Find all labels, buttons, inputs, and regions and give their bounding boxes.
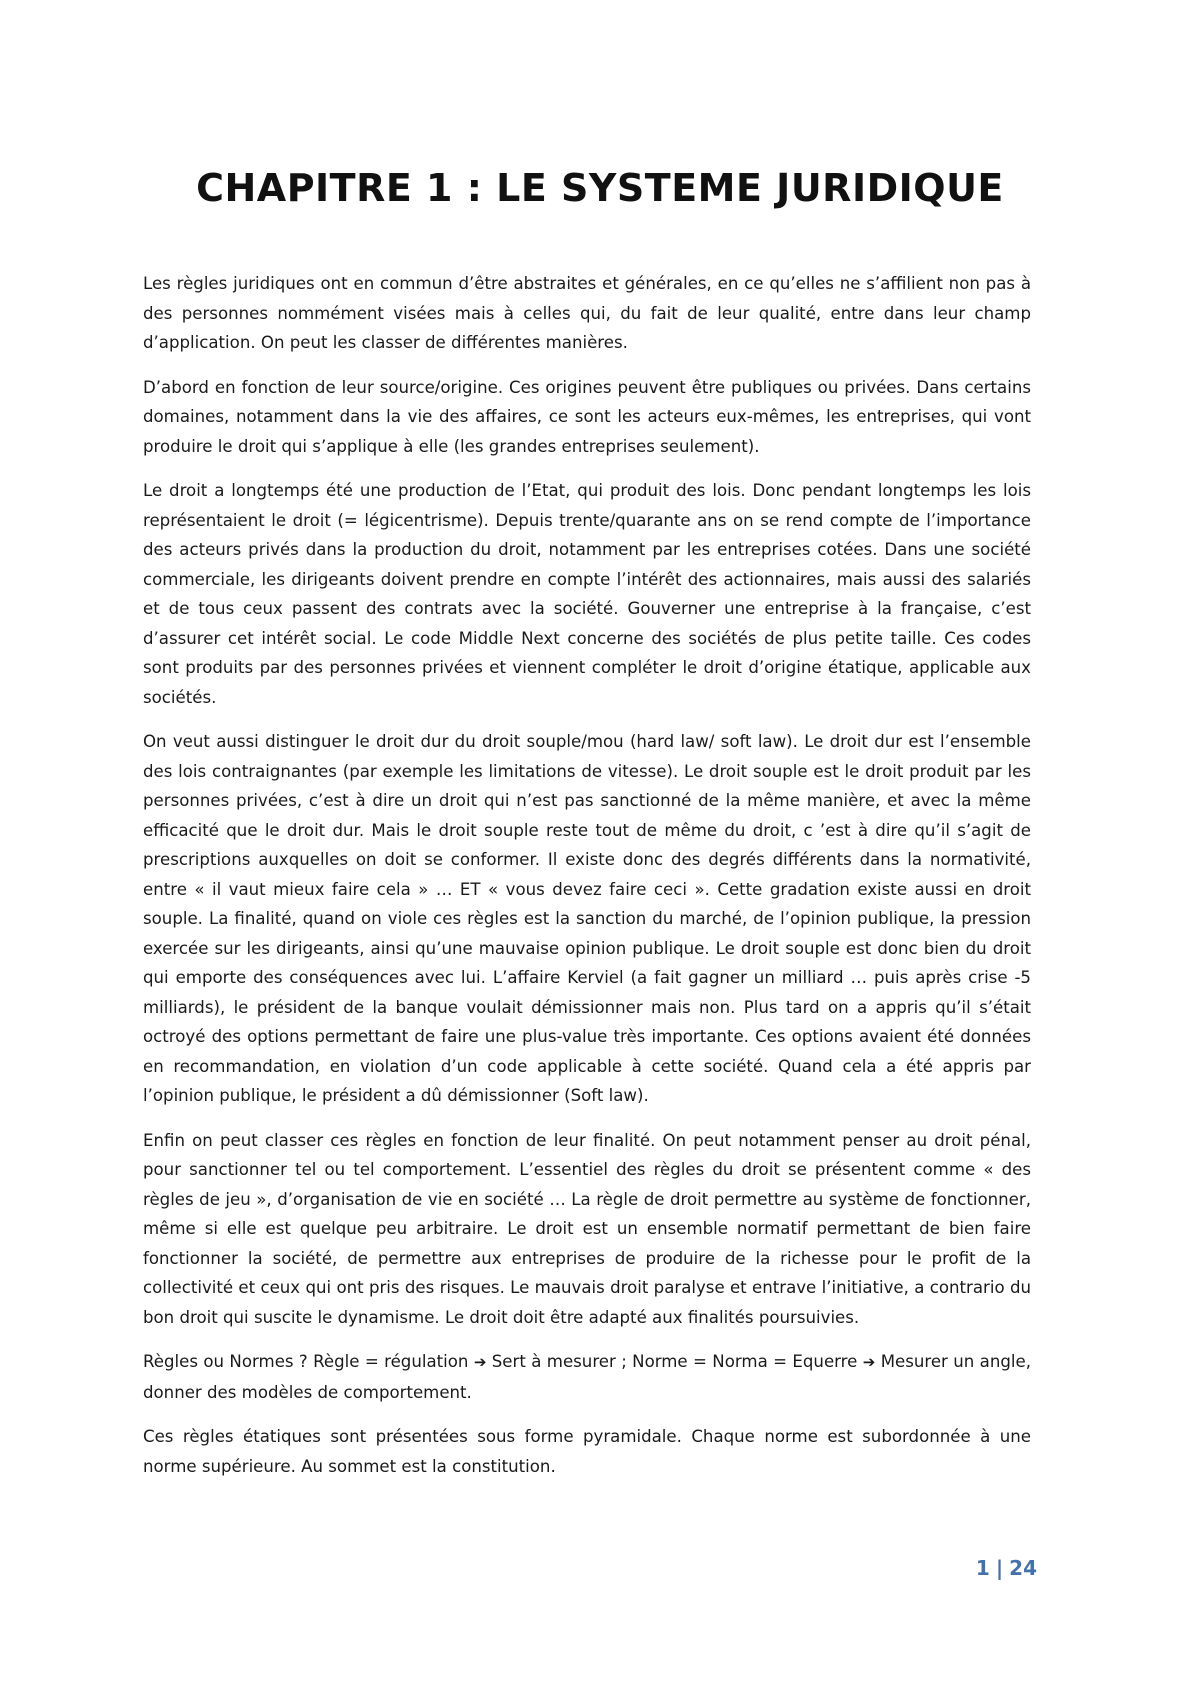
paragraph-6-part-1: Règles ou Normes ? Règle = régulation: [143, 1352, 469, 1371]
paragraph-1: Les règles juridiques ont en commun d’être abstraites et générales, en ce qu’elles ne s’affilient non pas à des personnes nommément visées mais à celles qui, du fait de leur qualité, entre dans leur champ d’application. On peut les classer de différentes manières.: [143, 274, 1031, 352]
paragraph-3: Le droit a longtemps été une production de l’Etat, qui produit des lois. Donc pendant longtemps les lois représentaient le droit (= légicentrisme). Depuis trente/quarante ans on se rend compte de l’importance des acteurs privés dans la production du droit, notamment par les entreprises cotées. Dans une société commerciale, les dirigeants doivent prendre en compte l’intérêt des actionnaires, mais aussi des salariés et de tous ceux passent des contrats avec la société. Gouverner une entreprise à la française, c’est d’assurer cet intérêt social. Le code Middle Next concerne des sociétés de plus petite taille. Ces codes sont produits par des personnes privées et viennent compléter le droit d’origine étatique, applicable aux sociétés.: [143, 481, 1031, 707]
page-number-current: 1: [975, 1556, 990, 1580]
right-arrow-icon: ➔: [862, 1353, 876, 1371]
paragraph-2: D’abord en fonction de leur source/origine. Ces origines peuvent être publiques ou privées. Dans certains domaines, notamment dans la vie des affaires, ce sont les acteurs eux-mêmes, les entreprises, qui vont produire le droit qui s’applique à elle (les grandes entreprises seulement).: [143, 377, 1031, 456]
paragraph-6: [143, 1347, 1031, 1407]
paragraph-6-part-3: Mesurer un angle, donner des modèles de comportement.: [143, 1352, 1031, 1402]
page-number: [976, 1556, 1037, 1580]
paragraph-4: On veut aussi distinguer le droit dur du droit souple/mou (hard law/ soft law). Le droit dur est l’ensemble des lois contraignantes (par exemple les limitations de vitesse). Le droit souple est le droit produit par les personnes privées, c’est à dire un droit qui n’est pas sanctionné de la même manière, et avec la même efficacité que le droit dur. Mais le droit souple reste tout de même du droit, c ’est à dire qu’il s’agit de prescriptions auxquelles on doit se conformer. Il existe donc des degrés différents dans la normativité, entre « il vaut mieux faire cela » … ET « vous devez faire ceci ». Cette gradation existe aussi en droit souple. La finalité, quand on viole ces règles est la sanction du marché, de l’opinion publique, la pression exercée sur les dirigeants, ainsi qu’une mauvaise opinion publique. Le droit souple est donc bien du droit qui emporte des conséquences avec lui. L’affaire Kerviel (a fait gagner un milliard … puis après crise -5 milliards), le président de la banque voulait démissionner mais non. Plus tard on a appris qu’il s’était octroyé des options permettant de faire une plus-value très importante. Ces options avaient été données en recommandation, en violation d’un code applicable à cette société. Quand cela a été appris par l’opinion publique, le président a dû démissionner (Soft law).: [143, 732, 1031, 1105]
paragraph-6-part-2: Sert à mesurer ; Norme = Norma = Equerre: [486, 1352, 863, 1371]
chapter-title: CHAPITRE 1 : LE SYSTEME JURIDIQUE: [196, 166, 1004, 210]
paragraph-5: Enfin on peut classer ces règles en fonction de leur finalité. On peut notamment penser au droit pénal, pour sanctionner tel ou tel comportement. L’essentiel des règles du droit se présentent comme « des règles de jeu », d’organisation de vie en société … La règle de droit permettre au système de fonctionner, même si elle est quelque peu arbitraire. Le droit est un ensemble normatif permettant de bien faire fonctionner la société, de permettre aux entreprises de produire de la richesse pour le profit de la collectivité et ceux qui ont pris des risques. Le mauvais droit paralyse et entrave l’initiative, a contrario du bon droit qui suscite le dynamisme. Le droit doit être adapté aux finalités poursuivies.: [143, 1130, 1031, 1327]
document-body: [143, 269, 1031, 1496]
page-number-total: 24: [1009, 1556, 1037, 1580]
right-arrow-icon: ➔: [473, 1353, 487, 1371]
page-number-separator: |: [995, 1556, 1004, 1580]
paragraph-7: Ces règles étatiques sont présentées sous forme pyramidale. Chaque norme est subordonnée à une norme supérieure. Au sommet est la constitution.: [143, 1427, 1031, 1476]
